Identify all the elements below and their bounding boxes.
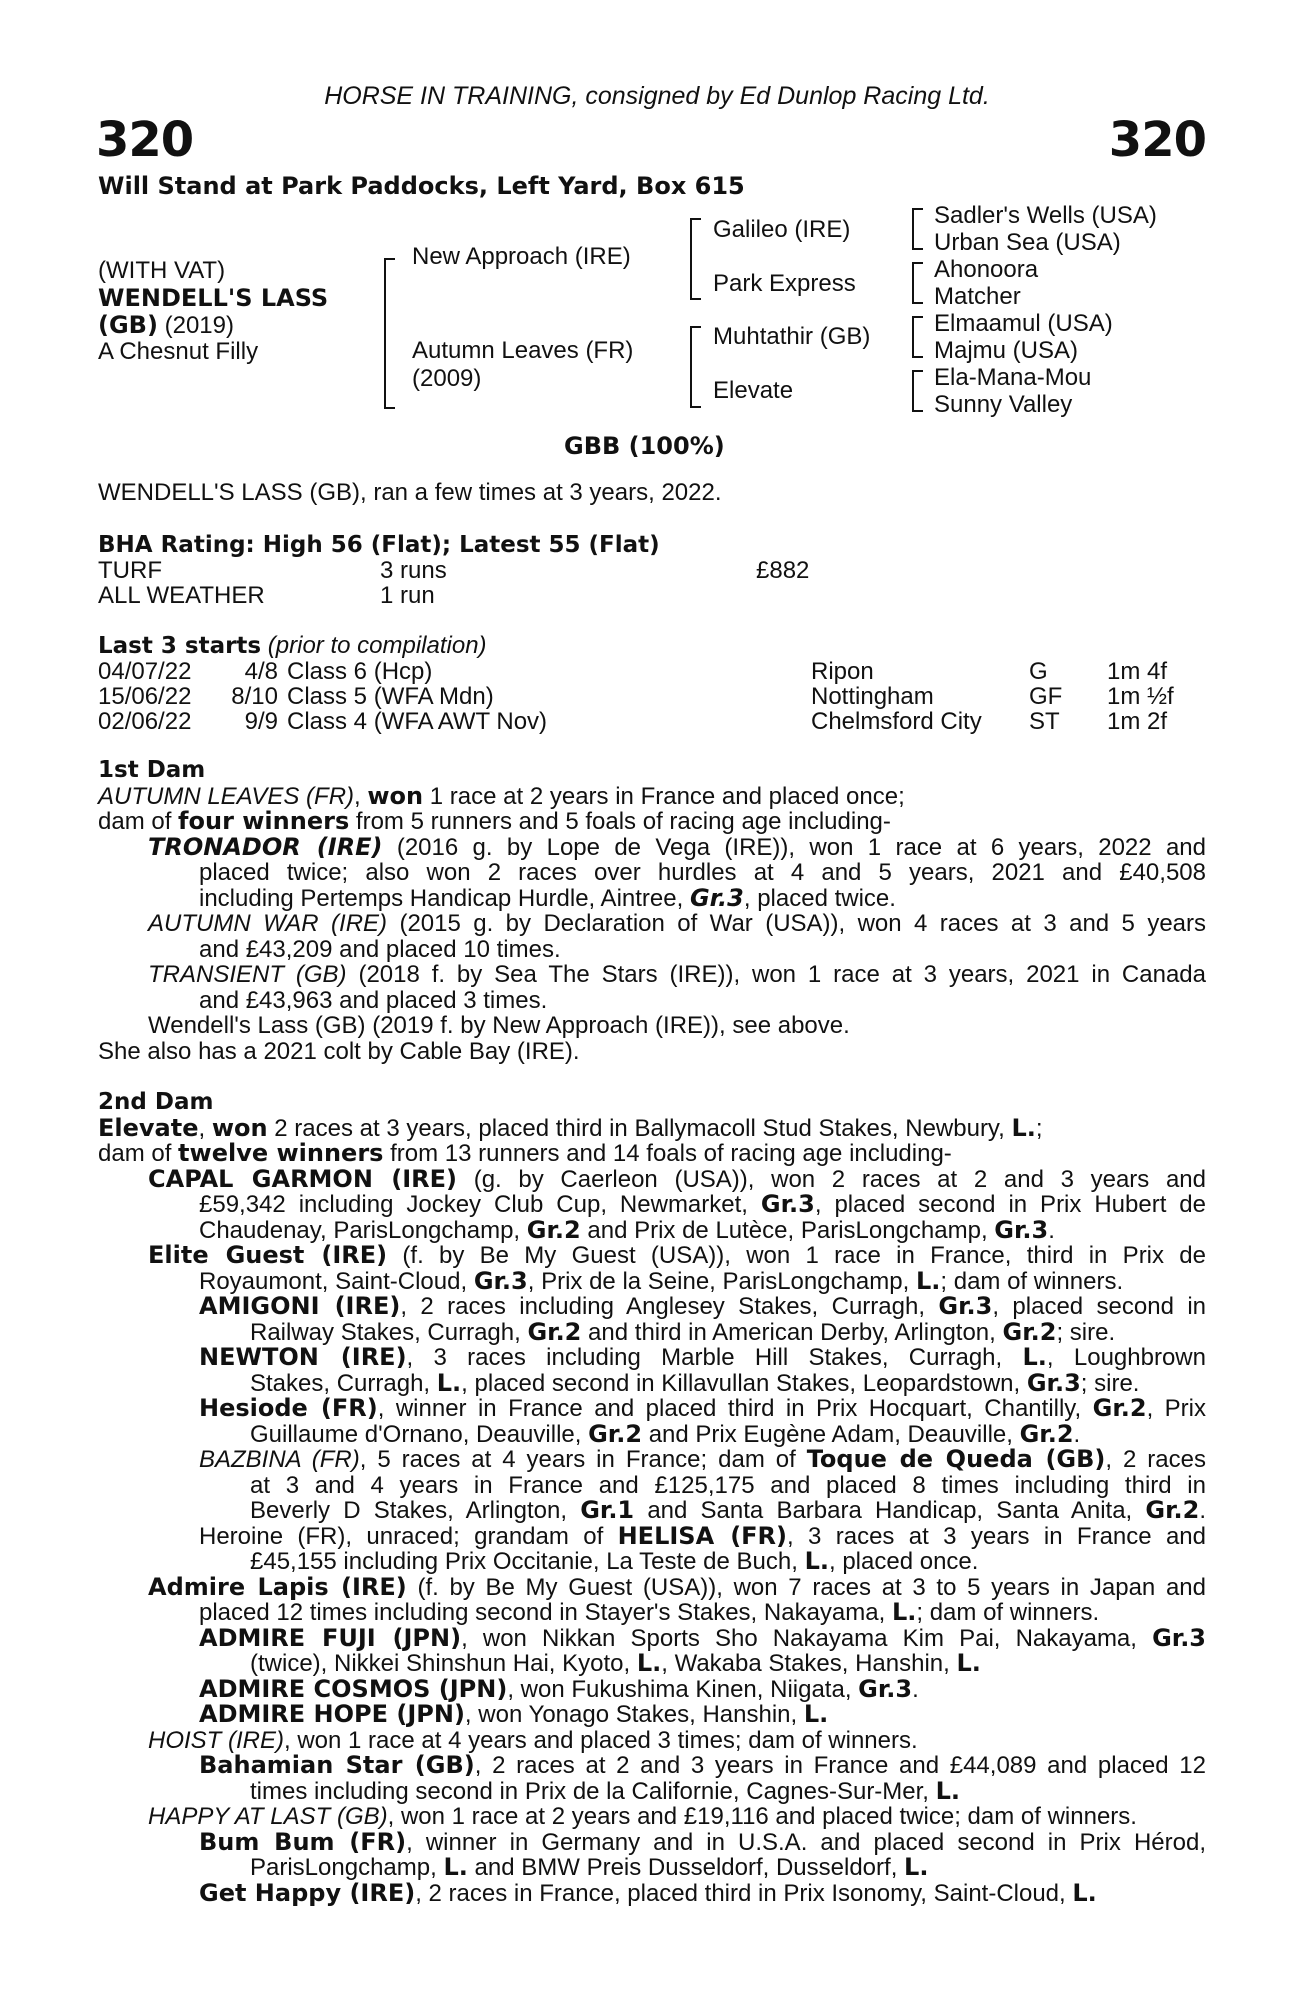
gen3-6: Majmu (USA) [934,337,1079,364]
turf-label: TURF [98,557,162,584]
grandprogeny-admire-hope: ADMIRE HOPE (JPN), won Yonago Stakes, Hanshin, L. [199,1700,829,1728]
prize-money: £882 [756,557,810,584]
dam: Autumn Leaves (FR) [412,337,634,364]
grandprogeny-bahamian-star: Bahamian Star (GB), 2 races at 2 and 3 years in France and £44,089 and placed 12 [199,1751,1206,1779]
start-date: 02/06/22 [98,708,192,735]
progeny-happy-at-last: HAPPY AT LAST (GB), won 1 race at 2 years and £19,116 and placed twice; dam of winners. [148,1803,1137,1830]
progeny-transient-cont: and £43,963 and placed 3 times. [199,986,548,1014]
gen3-8: Sunny Valley [934,391,1073,418]
vat-note: (WITH VAT) [98,257,226,284]
aw-runs: 1 run [380,582,435,609]
progeny-tronador-cont: placed twice; also won 2 races over hurdles at 4 and 5 years, 2021 and £40,508 [199,859,1206,886]
progeny-tronador: TRONADOR (IRE) (2016 g. by Lope de Vega (IRE)), won 1 race at 6 years, 2022 and [148,832,1206,861]
start-distance: 1m ½f [1107,683,1174,710]
gen3-7: Ela-Mana-Mou [934,364,1092,391]
aw-label: ALL WEATHER [98,582,265,609]
first-dam-record: AUTUMN LEAVES (FR), won 1 race at 2 years in France and placed once; [98,781,905,810]
pedigree-brace-1 [384,258,395,409]
first-dam-also: She also has a 2021 colt by Cable Bay (IRE). [98,1037,580,1065]
gen3-1: Sadler's Wells (USA) [934,202,1157,229]
progeny-wendells-lass: Wendell's Lass (GB) (2019 f. by New Approach (IRE)), see above. [148,1012,850,1039]
second-dam-section [98,1090,1206,1906]
start-course: Nottingham [811,683,934,710]
pedigree-brace-3d [912,370,923,412]
first-dam-produce: dam of four winners from 5 runners and 5 foals of racing age including- [98,807,891,835]
start-distance: 1m 4f [1107,658,1168,685]
first-dam-section [98,758,1206,1064]
horse-name: WENDELL'S LASS [98,284,329,312]
grandprogeny-bum-bum-cont: ParisLongchamp, L. and BMW Preis Dusseldorf, Dusseldorf, L. [250,1853,929,1881]
start-race: Class 6 (Hcp) [287,658,433,685]
consignment-line: HORSE IN TRAINING, consigned by Ed Dunlop Racing Ltd. [324,82,990,110]
last-starts-heading: Last 3 starts (prior to compilation) [98,632,487,659]
first-dam-heading: 1st Dam [98,757,206,783]
progeny-tronador-cont: including Pertemps Handicap Hurdle, Aintree, Gr.3, placed twice. [199,883,896,912]
sire-sire: Galileo (IRE) [713,216,851,243]
grandprogeny-hesiode: Hesiode (FR), winner in France and placed third in Prix Hocquart, Chantilly, Gr.2, Prix [199,1394,1206,1422]
grandprogeny-newton: NEWTON (IRE), 3 races including Marble Hill Stakes, Curragh, L., Loughbrown [199,1343,1206,1371]
gen3-2: Urban Sea (USA) [934,229,1121,256]
second-dam-record: Elevate, won 2 races at 3 years, placed third in Ballymacoll Stud Stakes, Newbury, L.; [98,1113,1043,1142]
grandprogeny-amigoni: AMIGONI (IRE), 2 races including Anglesey Stakes, Curragh, Gr.3, placed second in [199,1292,1207,1320]
progeny-capal-garmon-cont: £59,342 including Jockey Club Cup, Newmarket, Gr.3, placed second in Prix Hubert de [199,1190,1207,1218]
start-course: Chelmsford City [811,708,982,735]
grandprogeny-heroine-cont: £45,155 including Prix Occitanie, La Teste de Buch, L., placed once. [250,1547,979,1575]
second-dam-heading: 2nd Dam [98,1089,214,1115]
pedigree-brace-2b [690,326,701,408]
second-dam-produce: dam of twelve winners from 13 runners and 14 foals of racing age including- [98,1139,952,1167]
dam-year: (2009) [412,365,482,392]
lot-number-right: 320 [1108,112,1206,168]
start-going: ST [1029,708,1060,735]
grandprogeny-bahamian-star-cont: times including second in Prix de la Californie, Cagnes-Sur-Mer, L. [250,1776,961,1805]
progeny-hoist: HOIST (IRE), won 1 race at 4 years and placed 3 times; dam of winners. [148,1726,918,1754]
lot-number-left: 320 [96,112,194,168]
breeding-percentage: GBB (100%) [564,432,725,460]
start-position: 8/10 [231,683,278,710]
start-going: GF [1029,683,1063,710]
start-race: Class 4 (WFA AWT Nov) [287,708,548,735]
stand-location: Will Stand at Park Paddocks, Left Yard, Box 615 [98,172,745,200]
grandprogeny-admire-cosmos: ADMIRE COSMOS (JPN), won Fukushima Kinen, Niigata, Gr.3. [199,1674,919,1703]
grandprogeny-hesiode-cont: Guillaume d'Ornano, Deauville, Gr.2 and Prix Eugène Adam, Deauville, Gr.2. [250,1419,1081,1448]
progeny-admire-lapis-cont: placed 12 times including second in Stayer's Stakes, Nakayama, L.; dam of winners. [199,1598,1100,1626]
grandprogeny-heroine: Heroine (FR), unraced; grandam of HELISA (FR), 3 races at 3 years in France and [199,1521,1207,1550]
pedigree-brace-2a [690,218,701,300]
start-going: G [1029,658,1048,685]
grandprogeny-amigoni-cont: Railway Stakes, Curragh, Gr.2 and third in American Derby, Arlington, Gr.2; sire. [250,1317,1116,1346]
horse-description: A Chesnut Filly [98,338,259,365]
sire-dam: Park Express [713,270,856,297]
progeny-capal-garmon: CAPAL GARMON (IRE) (g. by Caerleon (USA)), won 2 races at 2 and 3 years and [148,1164,1206,1193]
progeny-elite-guest-cont: Royaumont, Saint-Cloud, Gr.3, Prix de la Seine, ParisLongchamp, L.; dam of winners. [199,1266,1124,1295]
dam-dam: Elevate [713,377,794,404]
progeny-autumn-war: AUTUMN WAR (IRE) (2015 g. by Declaration of War (USA)), won 4 races at 3 and 5 years [148,910,1207,937]
start-position: 9/9 [244,708,278,735]
progeny-transient: TRANSIENT (GB) (2018 f. by Sea The Stars (IRE)), won 1 race at 3 years, 2021 in Canada [148,961,1207,988]
horse-origin-year: (GB) (2019) [98,311,234,339]
pedigree-brace-3b [912,262,923,304]
start-race: Class 5 (WFA Mdn) [287,683,494,710]
start-date: 15/06/22 [98,683,192,710]
race-summary: WENDELL'S LASS (GB), ran a few times at 3 years, 2022. [98,479,722,506]
start-course: Ripon [811,658,874,685]
gen3-4: Matcher [934,283,1021,310]
gen3-3: Ahonoora [934,256,1039,283]
turf-runs: 3 runs [380,557,447,584]
grandprogeny-newton-cont: Stakes, Curragh, L., placed second in Killavullan Stakes, Leopardstown, Gr.3; sire. [250,1368,1140,1397]
grandprogeny-admire-fuji-cont: (twice), Nikkei Shinshun Hai, Kyoto, L., Wakaba Stakes, Hanshin, L. [250,1649,981,1677]
progeny-admire-lapis: Admire Lapis (IRE) (f. by Be My Guest (USA)), won 7 races at 3 to 5 years in Japan and [148,1572,1206,1601]
progeny-autumn-war-cont: and £43,209 and placed 10 times. [199,935,561,963]
progeny-capal-garmon-cont: Chaudenay, ParisLongchamp, Gr.2 and Prix de Lutèce, ParisLongchamp, Gr.3. [199,1215,1055,1244]
dam-sire: Muhtathir (GB) [713,323,871,350]
pedigree-brace-3c [912,316,923,358]
start-position: 4/8 [244,658,278,685]
grandprogeny-bazbina: BAZBINA (FR), 5 races at 4 years in France; dam of Toque de Queda (GB), 2 races [199,1445,1206,1473]
bha-rating-heading: BHA Rating: High 56 (Flat); Latest 55 (Flat) [98,532,660,558]
grandprogeny-bazbina-cont: at 3 and 4 years in France and £125,175 and placed 8 times including third in [250,1471,1206,1499]
gen3-5: Elmaamul (USA) [934,310,1113,337]
grandprogeny-bum-bum: Bum Bum (FR), winner in Germany and in U.S.A. and placed second in Prix Hérod, [199,1827,1206,1856]
grandprogeny-bazbina-cont: Beverly D Stakes, Arlington, Gr.1 and Santa Barbara Handicap, Santa Anita, Gr.2. [250,1496,1207,1524]
pedigree-brace-3a [912,208,923,250]
start-distance: 1m 2f [1107,708,1168,735]
start-date: 04/07/22 [98,658,192,685]
grandprogeny-admire-fuji: ADMIRE FUJI (JPN), won Nikkan Sports Sho Nakayama Kim Pai, Nakayama, Gr.3 [199,1623,1207,1652]
sire: New Approach (IRE) [412,243,631,270]
progeny-elite-guest: Elite Guest (IRE) (f. by Be My Guest (USA)), won 1 race in France, third in Prix de [148,1241,1206,1269]
grandprogeny-get-happy: Get Happy (IRE), 2 races in France, placed third in Prix Isonomy, Saint-Cloud, L. [199,1878,1097,1907]
